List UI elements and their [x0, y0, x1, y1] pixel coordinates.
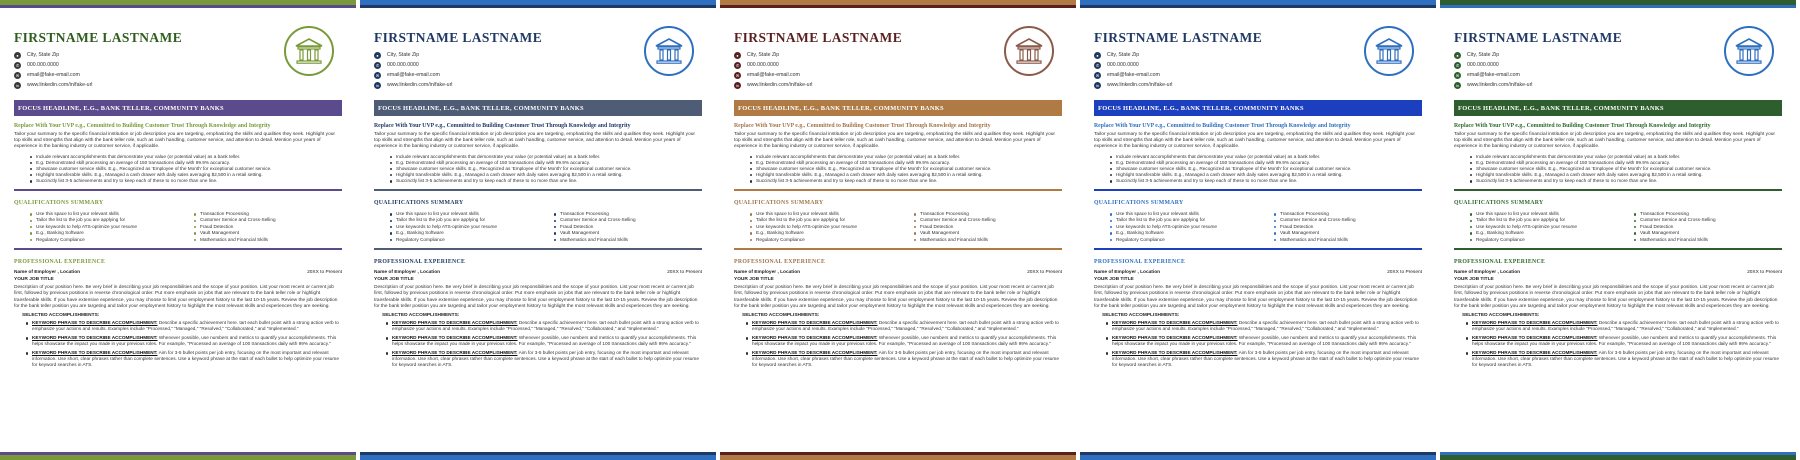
- qualification-item: Mathematics and Financial Skills: [1618, 237, 1782, 243]
- job-title: YOUR JOB TITLE: [1094, 277, 1134, 283]
- qualifications-title: QUALIFICATIONS SUMMARY: [1094, 200, 1184, 207]
- contact-item: [734, 80, 1062, 90]
- summary-bullet: Include relevant accomplishments that demonstrate your value (or potential value) as a bank teller.: [1094, 154, 1422, 160]
- summary-text: Tailor your summary to the specific financial institution or job description you are targeting, emphasizing the skills and qualities they seek. Highlight your top skills and strengths that align with the bank teller role, such as cash handling, customer service, and attention to detail. Mention your years of experience in the banking industry or customer service, if applicable.: [1094, 132, 1416, 150]
- qualification-item: Fraud Detection: [178, 224, 342, 230]
- contact-item: [14, 80, 342, 90]
- contact-text: email@fake-email.com: [747, 72, 800, 78]
- qualifications-list: [734, 211, 1062, 243]
- accomplishment-list: [1454, 320, 1782, 369]
- summary-bullets: [14, 154, 342, 184]
- employment-dates: 20XX to Present: [1747, 270, 1782, 276]
- employment-dates: 20XX to Present: [667, 270, 702, 276]
- accomplishment-keyword: KEYWORD PHRASE TO DESCRIBE ACCOMPLISHMENT:: [392, 319, 518, 325]
- summary-bullet: Showcase customer service skills. E.g., Recognized as 'Employee of the Month' for exceptional customer service.: [14, 166, 342, 172]
- bank-building-icon: [1014, 36, 1044, 66]
- qualification-item: Mathematics and Financial Skills: [538, 237, 702, 243]
- qualification-item: Regulatory Compliance: [14, 237, 178, 243]
- qualification-item: Use this space to list your relevant skills: [1094, 211, 1258, 217]
- accomplishment-text: Whenever possible, use numbers and metrics to quantify your accomplishments. This helps showcase the impact you made in your previous roles. For example, "Processed an average of 100 transactions daily with 99% accuracy.": [392, 335, 697, 347]
- summary-bullet: Succinctly list 3-5 achievements and try to keep each of these to no more than one line.: [1094, 178, 1422, 184]
- top-accent-bar: [1440, 5, 1796, 8]
- accomplishment-text: Whenever possible, use numbers and metrics to quantify your accomplishments. This helps showcase the impact you made in your previous roles. For example, "Processed an average of 100 transactions daily with 99% accuracy.": [1112, 335, 1417, 347]
- qualification-item: Transaction Processing: [1258, 211, 1422, 217]
- resume-content: [734, 14, 1062, 446]
- accomplishment-text: Aim for 3-5 bullet points per job entry, focusing on the most important and relevant information. Use short, clear phrases rather than complete sentences. Use a keyword phrase at the start of each bullet to help optimize your resume for keyword searches in ATS.: [392, 350, 699, 368]
- qualification-item: Transaction Processing: [538, 211, 702, 217]
- top-accent-bar: [1080, 5, 1436, 8]
- accomplishment-item: [1094, 335, 1422, 347]
- top-accent-bar: [720, 5, 1076, 8]
- accomplishment-item: [1454, 350, 1782, 368]
- job-description: Description of your position here. Be very brief in describing your job responsibilities and the scope of your position. List your most recent or current job first, followed by previous positions in reverse chronological order. Put more emphasis on jobs that are relevant to the bank teller role or highlight transferable skills. If you have extensive experience, you may choose to limit your employment history to the last 10-15 years. Review the job description for the bank teller position you are targeting and tailor your employment history to highlight the most relevant skills and experiences they are seeking.: [374, 285, 698, 309]
- accomplishment-keyword: KEYWORD PHRASE TO DESCRIBE ACCOMPLISHMENT:: [392, 335, 518, 341]
- logo: [644, 26, 694, 76]
- accomplishment-item: [374, 335, 702, 347]
- contact-item: [1454, 80, 1782, 90]
- qualification-item: Vault Management: [178, 230, 342, 236]
- bank-building-icon: [654, 36, 684, 66]
- contact-text: 000.000.0000: [387, 62, 419, 68]
- qualification-item: E.g., Banking Software: [1454, 230, 1618, 236]
- logo: [284, 26, 334, 76]
- experience-title: PROFESSIONAL EXPERIENCE: [734, 259, 826, 266]
- selected-accomplishments-title: SELECTED ACCOMPLISHMENTS:: [742, 312, 820, 318]
- contact-text: email@fake-email.com: [387, 72, 440, 78]
- focus-headline: FOCUS HEADLINE, E.G., BANK TELLER, COMMUNITY BANKS: [374, 100, 702, 116]
- summary-text: Tailor your summary to the specific financial institution or job description you are targeting, emphasizing the skills and qualities they seek. Highlight your top skills and strengths that align with the bank teller role, such as cash handling, customer service, and attention to detail. Mention your years of experience in the banking industry or customer service, if applicable.: [734, 132, 1056, 150]
- accomplishment-text: Describe a specific achievement here. tart each bullet point with a strong action verb to emphasize your actions and results. Examples include "Processed," "Managed," "Resolved," "Collaborated," and "Implemented.": [32, 319, 339, 332]
- contact-text: www.linkedin.com/in/fake-url: [747, 82, 813, 88]
- summary-bullet: Highlight transferable skills. E.g., Managed a cash drawer with daily sales averaging $2,500 in a retail setting.: [1454, 172, 1782, 178]
- contact-item: [1454, 70, 1782, 80]
- qualification-item: Use this space to list your relevant skills: [374, 211, 538, 217]
- accomplishment-keyword: KEYWORD PHRASE TO DESCRIBE ACCOMPLISHMENT:: [1112, 335, 1238, 341]
- bottom-color-bar: [360, 455, 716, 460]
- summary-bullet: E.g. Demonstrated skill processing an average of 150 transactions daily with 99.9% accuracy.: [374, 160, 702, 166]
- email-icon: ✉: [15, 72, 20, 78]
- linkedin-icon: in: [1095, 82, 1100, 88]
- contact-item: [374, 80, 702, 90]
- accomplishment-item: [14, 335, 342, 347]
- employment-dates: 20XX to Present: [1027, 270, 1062, 276]
- contact-text: 000.000.0000: [1467, 62, 1499, 68]
- section-rule: [1094, 189, 1422, 191]
- phone-icon: ✆: [1095, 62, 1100, 68]
- summary-bullet: Showcase customer service skills. E.g., Recognized as 'Employee of the Month' for exceptional customer service.: [374, 166, 702, 172]
- qualifications-list: [374, 211, 702, 243]
- accomplishment-keyword: KEYWORD PHRASE TO DESCRIBE ACCOMPLISHMENT:: [392, 350, 518, 356]
- summary-bullet: Succinctly list 3-5 achievements and try to keep each of these to no more than one line.: [1454, 178, 1782, 184]
- qualification-item: Customer Service and Cross-Selling: [1258, 217, 1422, 223]
- accomplishment-item: [1454, 335, 1782, 347]
- qualification-item: Vault Management: [538, 230, 702, 236]
- qualification-item: Fraud Detection: [538, 224, 702, 230]
- qualification-item: Regulatory Compliance: [734, 237, 898, 243]
- focus-headline: FOCUS HEADLINE, E.G., BANK TELLER, COMMUNITY BANKS: [1094, 100, 1422, 116]
- accomplishment-keyword: KEYWORD PHRASE TO DESCRIBE ACCOMPLISHMENT:: [752, 319, 878, 325]
- qualification-item: E.g., Banking Software: [1094, 230, 1258, 236]
- linkedin-icon: in: [375, 82, 380, 88]
- summary-bullet: Showcase customer service skills. E.g., Recognized as 'Employee of the Month' for exceptional customer service.: [1454, 166, 1782, 172]
- qualification-item: Vault Management: [1618, 230, 1782, 236]
- qualification-item: Use keywords to help ATS-optimize your resume: [734, 224, 898, 230]
- accomplishment-keyword: KEYWORD PHRASE TO DESCRIBE ACCOMPLISHMENT:: [1472, 350, 1598, 356]
- contact-item: [1094, 70, 1422, 80]
- accomplishment-text: Describe a specific achievement here. tart each bullet point with a strong action verb to emphasize your actions and results. Examples include "Processed," "Managed," "Resolved," "Collaborated," and "Implemented.": [752, 319, 1059, 332]
- email-icon: ✉: [1455, 72, 1460, 78]
- accomplishment-text: Whenever possible, use numbers and metrics to quantify your accomplishments. This helps showcase the impact you made in your previous roles. For example, "Processed an average of 100 transactions daily with 99% accuracy.": [32, 335, 337, 347]
- uvp-heading: Replace With Your UVP e.g., Committed to Building Customer Trust Through Knowledge and Integrity: [374, 123, 631, 129]
- location-icon: ●: [14, 52, 21, 59]
- section-rule: [374, 189, 702, 191]
- email-icon: ✉: [375, 72, 380, 78]
- summary-text: Tailor your summary to the specific financial institution or job description you are targeting, emphasizing the skills and qualities they seek. Highlight your top skills and strengths that align with the bank teller role, such as cash handling, customer service, and attention to detail. Mention your years of experience in the banking industry or customer service, if applicable.: [14, 132, 336, 150]
- summary-bullet: Showcase customer service skills. E.g., Recognized as 'Employee of the Month' for exceptional customer service.: [734, 166, 1062, 172]
- section-rule: [734, 189, 1062, 191]
- phone-icon: ✆: [1455, 62, 1460, 68]
- contact-text: 000.000.0000: [747, 62, 779, 68]
- resume-page-forest: [1440, 0, 1796, 460]
- bottom-color-bar: [1440, 455, 1796, 460]
- contact-text: www.linkedin.com/in/fake-url: [1107, 82, 1173, 88]
- experience-title: PROFESSIONAL EXPERIENCE: [1094, 259, 1186, 266]
- accomplishment-text: Aim for 3-5 bullet points per job entry, focusing on the most important and relevant information. Use short, clear phrases rather than complete sentences. Use a keyword phrase at the start of each bullet to help optimize your resume for keyword searches in ATS.: [1472, 350, 1779, 368]
- focus-headline: FOCUS HEADLINE, E.G., BANK TELLER, COMMUNITY BANKS: [1454, 100, 1782, 116]
- contact-item: [734, 70, 1062, 80]
- resume-page-green: [0, 0, 356, 460]
- qualification-item: Tailor the list to the job you are applying for: [1094, 217, 1258, 223]
- summary-bullets: [1094, 154, 1422, 184]
- selected-accomplishments-title: SELECTED ACCOMPLISHMENTS:: [22, 312, 100, 318]
- qualifications-title: QUALIFICATIONS SUMMARY: [1454, 200, 1544, 207]
- contact-item: [374, 70, 702, 80]
- contact-text: City, State Zip: [1107, 52, 1140, 58]
- qualification-item: Mathematics and Financial Skills: [178, 237, 342, 243]
- contact-text: email@fake-email.com: [1467, 72, 1520, 78]
- section-rule: [14, 189, 342, 191]
- candidate-name: FIRSTNAME LASTNAME: [374, 30, 543, 45]
- phone-icon: ✆: [15, 62, 20, 68]
- employer-name: Name of Employer , Location: [1454, 270, 1521, 276]
- resume-page-brown: [720, 0, 1076, 460]
- qualification-item: Transaction Processing: [898, 211, 1062, 217]
- summary-bullet: Succinctly list 3-5 achievements and try to keep each of these to no more than one line.: [374, 178, 702, 184]
- section-rule: [1454, 248, 1782, 250]
- qualifications-title: QUALIFICATIONS SUMMARY: [734, 200, 824, 207]
- top-accent-bar: [0, 5, 356, 8]
- summary-bullet: Include relevant accomplishments that demonstrate your value (or potential value) as a bank teller.: [14, 154, 342, 160]
- qualification-item: Use keywords to help ATS-optimize your resume: [14, 224, 178, 230]
- resume-page-slate: [360, 0, 716, 460]
- job-description: Description of your position here. Be very brief in describing your job responsibilities and the scope of your position. List your most recent or current job first, followed by previous positions in reverse chronological order. Put more emphasis on jobs that are relevant to the bank teller role or highlight transferable skills. If you have extensive experience, you may choose to limit your employment history to the last 10-15 years. Review the job description for the bank teller position you are targeting and tailor your employment history to highlight the most relevant skills and experiences they are seeking.: [734, 285, 1058, 309]
- summary-bullet: Include relevant accomplishments that demonstrate your value (or potential value) as a bank teller.: [734, 154, 1062, 160]
- accomplishment-item: [14, 350, 342, 368]
- summary-bullet: Highlight transferable skills. E.g., Managed a cash drawer with daily sales averaging $2,500 in a retail setting.: [14, 172, 342, 178]
- qualifications-list: [1094, 211, 1422, 243]
- linkedin-icon: in: [735, 82, 740, 88]
- resume-content: [374, 14, 702, 446]
- summary-bullet: Highlight transferable skills. E.g., Managed a cash drawer with daily sales averaging $2,500 in a retail setting.: [374, 172, 702, 178]
- employment-dates: 20XX to Present: [307, 270, 342, 276]
- qualification-item: E.g., Banking Software: [14, 230, 178, 236]
- accomplishment-keyword: KEYWORD PHRASE TO DESCRIBE ACCOMPLISHMENT:: [32, 335, 158, 341]
- qualification-item: Mathematics and Financial Skills: [1258, 237, 1422, 243]
- bank-building-icon: [294, 36, 324, 66]
- accomplishment-keyword: KEYWORD PHRASE TO DESCRIBE ACCOMPLISHMENT:: [1472, 335, 1598, 341]
- accomplishment-item: [734, 335, 1062, 347]
- accomplishment-keyword: KEYWORD PHRASE TO DESCRIBE ACCOMPLISHMENT:: [32, 319, 158, 325]
- resume-content: [14, 14, 342, 446]
- summary-bullets: [374, 154, 702, 184]
- location-icon: ●: [1094, 52, 1101, 59]
- accomplishment-item: [14, 320, 342, 332]
- uvp-heading: Replace With Your UVP e.g., Committed to Building Customer Trust Through Knowledge and Integrity: [14, 123, 271, 129]
- section-rule: [1454, 189, 1782, 191]
- summary-text: Tailor your summary to the specific financial institution or job description you are targeting, emphasizing the skills and qualities they seek. Highlight your top skills and strengths that align with the bank teller role, such as cash handling, customer service, and attention to detail. Mention your years of experience in the banking industry or customer service, if applicable.: [1454, 132, 1776, 150]
- phone-icon: ✆: [375, 62, 380, 68]
- accomplishment-text: Aim for 3-5 bullet points per job entry, focusing on the most important and relevant information. Use short, clear phrases rather than complete sentences. Use a keyword phrase at the start of each bullet to help optimize your resume for keyword searches in ATS.: [752, 350, 1059, 368]
- qualifications-title: QUALIFICATIONS SUMMARY: [14, 200, 104, 207]
- email-icon: ✉: [1095, 72, 1100, 78]
- contact-item: [1094, 80, 1422, 90]
- summary-bullet: Highlight transferable skills. E.g., Managed a cash drawer with daily sales averaging $2,500 in a retail setting.: [1094, 172, 1422, 178]
- experience-title: PROFESSIONAL EXPERIENCE: [1454, 259, 1546, 266]
- contact-text: www.linkedin.com/in/fake-url: [27, 82, 93, 88]
- summary-bullet: Succinctly list 3-5 achievements and try to keep each of these to no more than one line.: [14, 178, 342, 184]
- accomplishment-text: Aim for 3-5 bullet points per job entry, focusing on the most important and relevant information. Use short, clear phrases rather than complete sentences. Use a keyword phrase at the start of each bullet to help optimize your resume for keyword searches in ATS.: [1112, 350, 1419, 368]
- qualification-item: Tailor the list to the job you are applying for: [734, 217, 898, 223]
- focus-headline: FOCUS HEADLINE, E.G., BANK TELLER, COMMUNITY BANKS: [734, 100, 1062, 116]
- qualifications-list: [1454, 211, 1782, 243]
- candidate-name: FIRSTNAME LASTNAME: [734, 30, 903, 45]
- contact-text: www.linkedin.com/in/fake-url: [1467, 82, 1533, 88]
- location-icon: ●: [734, 52, 741, 59]
- qualification-item: Customer Service and Cross-Selling: [898, 217, 1062, 223]
- contact-text: 000.000.0000: [27, 62, 59, 68]
- accomplishment-keyword: KEYWORD PHRASE TO DESCRIBE ACCOMPLISHMENT:: [1472, 319, 1598, 325]
- contact-text: City, State Zip: [1467, 52, 1500, 58]
- location-icon: ●: [1454, 52, 1461, 59]
- job-description: Description of your position here. Be very brief in describing your job responsibilities and the scope of your position. List your most recent or current job first, followed by previous positions in reverse chronological order. Put more emphasis on jobs that are relevant to the bank teller role or highlight transferable skills. If you have extensive experience, you may choose to limit your employment history to the last 10-15 years. Review the job description for the bank teller position you are targeting and tailor your employment history to highlight the most relevant skills and experiences they are seeking.: [14, 285, 338, 309]
- qualification-item: Fraud Detection: [1258, 224, 1422, 230]
- resume-page-blue: [1080, 0, 1436, 460]
- bottom-color-bar: [1080, 455, 1436, 460]
- section-rule: [734, 248, 1062, 250]
- employer-row: [374, 270, 702, 275]
- qualification-item: Use keywords to help ATS-optimize your resume: [1454, 224, 1618, 230]
- resume-content: [1094, 14, 1422, 446]
- accomplishment-list: [374, 320, 702, 369]
- employer-name: Name of Employer , Location: [374, 270, 441, 276]
- accomplishment-item: [1094, 350, 1422, 368]
- focus-headline: FOCUS HEADLINE, E.G., BANK TELLER, COMMUNITY BANKS: [14, 100, 342, 116]
- qualification-item: Use this space to list your relevant skills: [1454, 211, 1618, 217]
- qualification-item: Customer Service and Cross-Selling: [178, 217, 342, 223]
- job-title: YOUR JOB TITLE: [1454, 277, 1494, 283]
- summary-bullet: Include relevant accomplishments that demonstrate your value (or potential value) as a bank teller.: [1454, 154, 1782, 160]
- qualification-item: Fraud Detection: [1618, 224, 1782, 230]
- accomplishment-text: Whenever possible, use numbers and metrics to quantify your accomplishments. This helps showcase the impact you made in your previous roles. For example, "Processed an average of 100 transactions daily with 99% accuracy.": [1472, 335, 1777, 347]
- linkedin-icon: in: [1455, 82, 1460, 88]
- qualification-item: E.g., Banking Software: [734, 230, 898, 236]
- section-rule: [1094, 248, 1422, 250]
- uvp-heading: Replace With Your UVP e.g., Committed to Building Customer Trust Through Knowledge and Integrity: [1454, 123, 1711, 129]
- employer-row: [14, 270, 342, 275]
- bank-building-icon: [1734, 36, 1764, 66]
- summary-bullet: Succinctly list 3-5 achievements and try to keep each of these to no more than one line.: [734, 178, 1062, 184]
- summary-bullet: Highlight transferable skills. E.g., Managed a cash drawer with daily sales averaging $2,500 in a retail setting.: [734, 172, 1062, 178]
- qualification-item: Mathematics and Financial Skills: [898, 237, 1062, 243]
- accomplishment-text: Describe a specific achievement here. tart each bullet point with a strong action verb to emphasize your actions and results. Examples include "Processed," "Managed," "Resolved," "Collaborated," and "Implemented.": [392, 319, 699, 332]
- accomplishment-list: [1094, 320, 1422, 369]
- qualification-item: E.g., Banking Software: [374, 230, 538, 236]
- accomplishment-item: [1094, 320, 1422, 332]
- top-accent-bar: [360, 5, 716, 8]
- contact-text: City, State Zip: [387, 52, 420, 58]
- section-rule: [14, 248, 342, 250]
- accomplishment-text: Describe a specific achievement here. tart each bullet point with a strong action verb to emphasize your actions and results. Examples include "Processed," "Managed," "Resolved," "Collaborated," and "Implemented.": [1472, 319, 1779, 332]
- qualification-item: Tailor the list to the job you are applying for: [374, 217, 538, 223]
- location-icon: ●: [374, 52, 381, 59]
- accomplishment-text: Aim for 3-5 bullet points per job entry, focusing on the most important and relevant information. Use short, clear phrases rather than complete sentences. Use a keyword phrase at the start of each bullet to help optimize your resume for keyword searches in ATS.: [32, 350, 339, 368]
- uvp-heading: Replace With Your UVP e.g., Committed to Building Customer Trust Through Knowledge and Integrity: [734, 123, 991, 129]
- employment-dates: 20XX to Present: [1387, 270, 1422, 276]
- accomplishment-list: [14, 320, 342, 369]
- summary-bullet: E.g. Demonstrated skill processing an average of 150 transactions daily with 99.9% accuracy.: [734, 160, 1062, 166]
- summary-bullet: Include relevant accomplishments that demonstrate your value (or potential value) as a bank teller.: [374, 154, 702, 160]
- qualification-item: Transaction Processing: [1618, 211, 1782, 217]
- candidate-name: FIRSTNAME LASTNAME: [1094, 30, 1263, 45]
- accomplishment-item: [374, 320, 702, 332]
- employer-name: Name of Employer , Location: [1094, 270, 1161, 276]
- qualification-item: Use this space to list your relevant skills: [14, 211, 178, 217]
- qualifications-list: [14, 211, 342, 243]
- bank-building-icon: [1374, 36, 1404, 66]
- accomplishment-keyword: KEYWORD PHRASE TO DESCRIBE ACCOMPLISHMENT:: [1112, 350, 1238, 356]
- resume-content: [1454, 14, 1782, 446]
- accomplishment-keyword: KEYWORD PHRASE TO DESCRIBE ACCOMPLISHMENT:: [752, 350, 878, 356]
- qualification-item: Regulatory Compliance: [1454, 237, 1618, 243]
- qualification-item: Vault Management: [898, 230, 1062, 236]
- employer-name: Name of Employer , Location: [14, 270, 81, 276]
- summary-bullets: [1454, 154, 1782, 184]
- uvp-heading: Replace With Your UVP e.g., Committed to Building Customer Trust Through Knowledge and Integrity: [1094, 123, 1351, 129]
- accomplishment-item: [374, 350, 702, 368]
- qualification-item: Customer Service and Cross-Selling: [538, 217, 702, 223]
- qualification-item: Vault Management: [1258, 230, 1422, 236]
- summary-text: Tailor your summary to the specific financial institution or job description you are targeting, emphasizing the skills and qualities they seek. Highlight your top skills and strengths that align with the bank teller role, such as cash handling, customer service, and attention to detail. Mention your years of experience in the banking industry or customer service, if applicable.: [374, 132, 696, 150]
- employer-row: [1454, 270, 1782, 275]
- logo: [1004, 26, 1054, 76]
- section-rule: [374, 248, 702, 250]
- employer-name: Name of Employer , Location: [734, 270, 801, 276]
- accomplishment-keyword: KEYWORD PHRASE TO DESCRIBE ACCOMPLISHMENT:: [752, 335, 878, 341]
- accomplishment-list: [734, 320, 1062, 369]
- qualification-item: Regulatory Compliance: [374, 237, 538, 243]
- qualification-item: Use keywords to help ATS-optimize your resume: [1094, 224, 1258, 230]
- email-icon: ✉: [735, 72, 740, 78]
- selected-accomplishments-title: SELECTED ACCOMPLISHMENTS:: [1102, 312, 1180, 318]
- accomplishment-keyword: KEYWORD PHRASE TO DESCRIBE ACCOMPLISHMENT:: [32, 350, 158, 356]
- phone-icon: ✆: [735, 62, 740, 68]
- job-description: Description of your position here. Be very brief in describing your job responsibilities and the scope of your position. List your most recent or current job first, followed by previous positions in reverse chronological order. Put more emphasis on jobs that are relevant to the bank teller role or highlight transferable skills. If you have extensive experience, you may choose to limit your employment history to the last 10-15 years. Review the job description for the bank teller position you are targeting and tailor your employment history to highlight the most relevant skills and experiences they are seeking.: [1454, 285, 1778, 309]
- candidate-name: FIRSTNAME LASTNAME: [14, 30, 183, 45]
- qualification-item: Tailor the list to the job you are applying for: [1454, 217, 1618, 223]
- contact-text: City, State Zip: [747, 52, 780, 58]
- qualification-item: Fraud Detection: [898, 224, 1062, 230]
- contact-text: www.linkedin.com/in/fake-url: [387, 82, 453, 88]
- employer-row: [1094, 270, 1422, 275]
- accomplishment-item: [734, 320, 1062, 332]
- accomplishment-text: Describe a specific achievement here. tart each bullet point with a strong action verb to emphasize your actions and results. Examples include "Processed," "Managed," "Resolved," "Collaborated," and "Implemented.": [1112, 319, 1419, 332]
- linkedin-icon: in: [15, 82, 20, 88]
- experience-title: PROFESSIONAL EXPERIENCE: [14, 259, 106, 266]
- accomplishment-item: [734, 350, 1062, 368]
- bottom-color-bar: [0, 455, 356, 460]
- bottom-color-bar: [720, 455, 1076, 460]
- employer-row: [734, 270, 1062, 275]
- summary-bullet: E.g. Demonstrated skill processing an average of 150 transactions daily with 99.9% accuracy.: [1094, 160, 1422, 166]
- candidate-name: FIRSTNAME LASTNAME: [1454, 30, 1623, 45]
- accomplishment-item: [1454, 320, 1782, 332]
- qualification-item: Regulatory Compliance: [1094, 237, 1258, 243]
- accomplishment-text: Whenever possible, use numbers and metrics to quantify your accomplishments. This helps showcase the impact you made in your previous roles. For example, "Processed an average of 100 transactions daily with 99% accuracy.": [752, 335, 1057, 347]
- summary-bullet: E.g. Demonstrated skill processing an average of 150 transactions daily with 99.9% accuracy.: [1454, 160, 1782, 166]
- contact-item: [14, 70, 342, 80]
- logo: [1724, 26, 1774, 76]
- summary-bullet: Showcase customer service skills. E.g., Recognized as 'Employee of the Month' for exceptional customer service.: [1094, 166, 1422, 172]
- summary-bullet: E.g. Demonstrated skill processing an average of 150 transactions daily with 99.9% accuracy.: [14, 160, 342, 166]
- qualification-item: Transaction Processing: [178, 211, 342, 217]
- qualification-item: Use this space to list your relevant skills: [734, 211, 898, 217]
- job-title: YOUR JOB TITLE: [14, 277, 54, 283]
- contact-text: email@fake-email.com: [27, 72, 80, 78]
- qualification-item: Customer Service and Cross-Selling: [1618, 217, 1782, 223]
- contact-text: email@fake-email.com: [1107, 72, 1160, 78]
- job-description: Description of your position here. Be very brief in describing your job responsibilities and the scope of your position. List your most recent or current job first, followed by previous positions in reverse chronological order. Put more emphasis on jobs that are relevant to the bank teller role or highlight transferable skills. If you have extensive experience, you may choose to limit your employment history to the last 10-15 years. Review the job description for the bank teller position you are targeting and tailor your employment history to highlight the most relevant skills and experiences they are seeking.: [1094, 285, 1418, 309]
- accomplishment-keyword: KEYWORD PHRASE TO DESCRIBE ACCOMPLISHMENT:: [1112, 319, 1238, 325]
- qualification-item: Tailor the list to the job you are applying for: [14, 217, 178, 223]
- job-title: YOUR JOB TITLE: [734, 277, 774, 283]
- selected-accomplishments-title: SELECTED ACCOMPLISHMENTS:: [382, 312, 460, 318]
- qualifications-title: QUALIFICATIONS SUMMARY: [374, 200, 464, 207]
- job-title: YOUR JOB TITLE: [374, 277, 414, 283]
- summary-bullets: [734, 154, 1062, 184]
- experience-title: PROFESSIONAL EXPERIENCE: [374, 259, 466, 266]
- contact-text: City, State Zip: [27, 52, 60, 58]
- qualification-item: Use keywords to help ATS-optimize your resume: [374, 224, 538, 230]
- logo: [1364, 26, 1414, 76]
- selected-accomplishments-title: SELECTED ACCOMPLISHMENTS:: [1462, 312, 1540, 318]
- contact-text: 000.000.0000: [1107, 62, 1139, 68]
